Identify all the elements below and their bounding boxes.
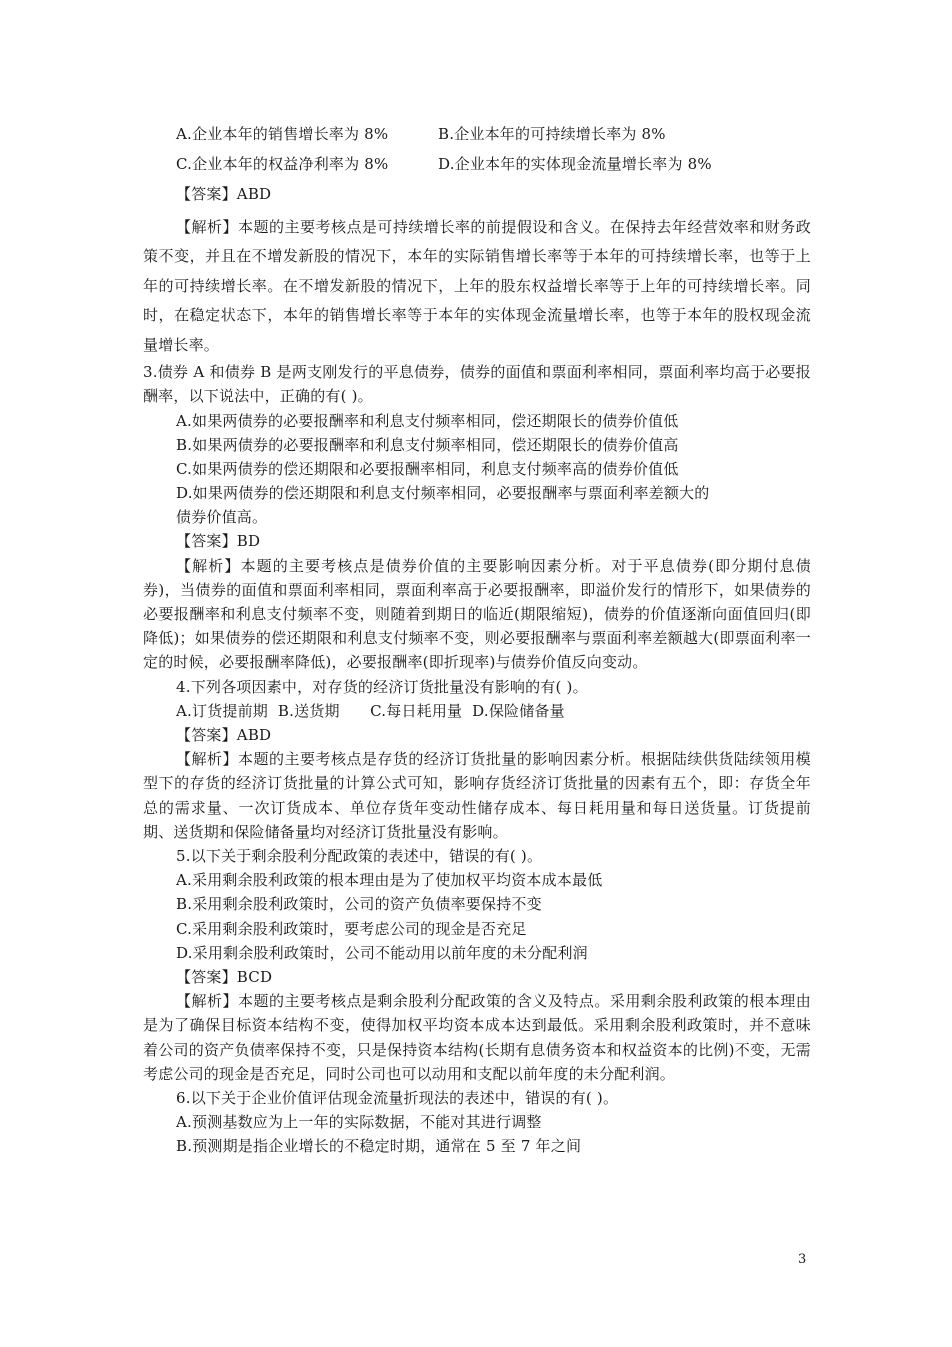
q6-stem: 6.以下关于企业价值评估现金流量折现法的表述中，错误的有( )。	[176, 1088, 619, 1107]
q4-analysis: 【解析】本题的主要考核点是存货的经济订货批量的影响因素分析。根据陆续供货陆续领用模型下的存货的经济订货批量的计算公式可知，影响存货经济订货批量的因素有五个，即：存货全年总的需求量、一次订货成本、单位存货年变动性储存成本、每日耗用量和每日送货量。订货提前期、送货期和保险储备量均对经济订货批量没有影响。	[143, 750, 811, 841]
q5-answer: 【答案】BCD	[176, 967, 273, 986]
q3-option-a: A.如果两债券的必要报酬率和利息支付频率相同，偿还期限长的债券价值低	[176, 411, 679, 430]
page-content	[143, 122, 811, 1159]
q5-option-a: A.采用剩余股利政策的根本理由是为了使加权平均资本成本最低	[176, 871, 603, 890]
q2-answer: 【答案】ABD	[176, 185, 272, 204]
q2-option-d: D.企业本年的实体现金流量增长率为 8%	[438, 155, 712, 174]
q4-answer: 【答案】ABD	[176, 726, 272, 745]
q5-option-c: C.采用剩余股利政策时，要考虑公司的现金是否充足	[176, 919, 527, 938]
q3-stem: 3.债券 A 和债券 B 是两支刚发行的平息债券，债券的面值和票面利率相同，票面利率均高于必要报酬率，以下说法中，正确的有( )。	[143, 363, 811, 406]
q3-option-b: B.如果两债券的必要报酬率和利息支付频率相同，偿还期限长的债券价值高	[176, 435, 679, 454]
q6-option-a: A.预测基数应为上一年的实际数据，不能对其进行调整	[176, 1113, 542, 1132]
q3-option-d: D.如果两债券的偿还期限和利息支付频率相同，必要报酬率与票面利率差额大的	[176, 484, 710, 503]
q4-options: A.订货提前期 B.送货期 C.每日耗用量 D.保险储备量	[176, 701, 565, 720]
q2-option-b: B.企业本年的可持续增长率为 8%	[438, 125, 666, 143]
q5-option-b: B.采用剩余股利政策时，公司的资产负债率要保持不变	[176, 895, 542, 914]
page-number: 3	[798, 1252, 807, 1267]
q6-option-b: B.预测期是指企业增长的不稳定时期，通常在 5 至 7 年之间	[176, 1137, 582, 1156]
q2-option-a: A.企业本年的销售增长率为 8%	[176, 125, 389, 143]
q4-stem: 4.下列各项因素中，对存货的经济订货批量没有影响的有( )。	[176, 677, 588, 696]
q2-options-row-1	[143, 122, 811, 146]
q2-options-row-2	[143, 152, 811, 176]
q3-answer: 【答案】BD	[176, 532, 261, 551]
q3-analysis: 【解析】本题的主要考核点是债券价值的主要影响因素分析。对于平息债券(即分期付息债券)，当债券的面值和票面利率相同，票面利率高于必要报酬率，即溢价发行的情形下，如果债券的必要报酬率和利息支付频率不变，则随着到期日的临近(期限缩短)，债券的价值逐渐向面值回归(即降低)；如果债券的偿还期限和利息支付频率不变，则必要报酬率与票面利率差额越大(即票面利率一定的时候，必要报酬率降低)，必要报酬率(即折现率)与债券价值反向变动。	[143, 556, 811, 672]
q2-analysis: 【解析】本题的主要考核点是可持续增长率的前提假设和含义。在保持去年经营效率和财务政策不变，并且在不增发新股的情况下，本年的实际销售增长率等于本年的可持续增长率，也等于上年的可持续增长率。在不增发新股的情况下，上年的股东权益增长率等于上年的可持续增长率。同时，在稳定状态下，本年的销售增长率等于本年的实体现金流量增长率，也等于本年的股权现金流量增长率。	[143, 217, 811, 354]
q3-option-c: C.如果两债券的偿还期限和必要报酬率相同，利息支付频率高的债券价值低	[176, 459, 679, 478]
q5-option-d: D.采用剩余股利政策时，公司不能动用以前年度的未分配利润	[176, 943, 588, 962]
q5-analysis: 【解析】本题的主要考核点是剩余股利分配政策的含义及特点。采用剩余股利政策的根本理由是为了确保目标资本结构不变，使得加权平均资本成本达到最低。采用剩余股利政策时，并不意味着公司的资产负债率保持不变，只是保持资本结构(长期有息债务资本和权益资本的比例)不变，无需考虑公司的现金是否充足，同时公司也可以动用和支配以前年度的未分配利润。	[143, 992, 811, 1083]
q5-stem: 5.以下关于剩余股利分配政策的表述中，错误的有( )。	[176, 847, 543, 866]
q3-option-d-continued: 债券价值高。	[176, 508, 268, 527]
q2-option-c: C.企业本年的权益净利率为 8%	[176, 155, 389, 174]
